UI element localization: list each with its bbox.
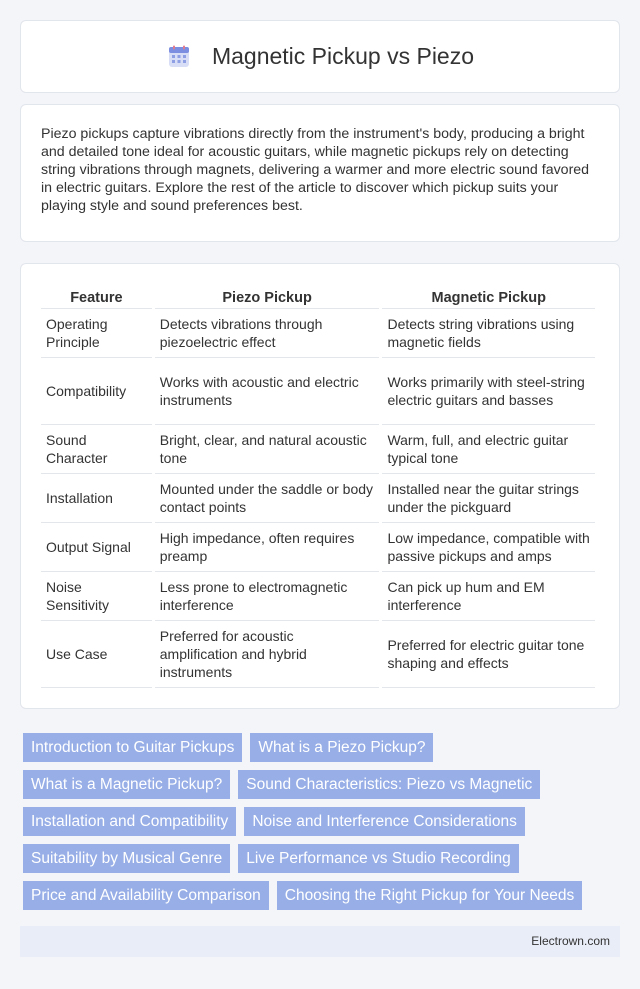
- link-price[interactable]: Price and Availability Comparison: [23, 881, 269, 910]
- link-row: [23, 844, 623, 873]
- table-cell: Detects string vibrations using magnetic fields: [382, 309, 595, 358]
- table-header-row: [41, 285, 595, 309]
- header-card: [20, 20, 620, 93]
- table-row: [41, 523, 595, 572]
- link-sound-characteristics[interactable]: Sound Characteristics: Piezo vs Magnetic: [238, 770, 540, 799]
- link-live-vs-studio[interactable]: Live Performance vs Studio Recording: [238, 844, 519, 873]
- table-cell: Use Case: [41, 621, 152, 688]
- table-cell: Sound Character: [41, 425, 152, 474]
- link-row: [23, 881, 623, 910]
- table-cell: Detects vibrations through piezoelectric effect: [155, 309, 380, 358]
- comparison-table: [38, 285, 598, 688]
- table-row: [41, 474, 595, 523]
- table-cell: Installation: [41, 474, 152, 523]
- link-row: [23, 770, 623, 799]
- table-cell: Less prone to electromagnetic interference: [155, 572, 380, 621]
- intro-text: Piezo pickups capture vibrations directly from the instrument's body, producing a bright and detailed tone ideal for acoustic guitars, while magnetic pickups rely on detecting string vibrations through magnets, delivering a warmer and more electric sound favored in electric guitars. Explore the rest of the article to discover which pickup suits your playing style and sound preferences best.: [41, 126, 590, 214]
- link-what-is-piezo[interactable]: What is a Piezo Pickup?: [250, 733, 433, 762]
- link-what-is-magnetic[interactable]: What is a Magnetic Pickup?: [23, 770, 230, 799]
- table-row: [41, 621, 595, 688]
- table-cell: High impedance, often requires preamp: [155, 523, 380, 572]
- table-cell: Mounted under the saddle or body contact points: [155, 474, 380, 523]
- table-cell: Low impedance, compatible with passive pickups and amps: [382, 523, 595, 572]
- footer-brand[interactable]: Electrown.com: [531, 934, 610, 948]
- header-piezo: Piezo Pickup: [155, 285, 380, 309]
- link-installation[interactable]: Installation and Compatibility: [23, 807, 236, 836]
- table-row: [41, 358, 595, 425]
- link-choosing[interactable]: Choosing the Right Pickup for Your Needs: [277, 881, 583, 910]
- table-cell: Operating Principle: [41, 309, 152, 358]
- comparison-card: [20, 263, 620, 709]
- table-cell: Warm, full, and electric guitar typical tone: [382, 425, 595, 474]
- table-cell: Noise Sensitivity: [41, 572, 152, 621]
- table-cell: Works primarily with steel-string electric guitars and basses: [382, 358, 595, 425]
- table-cell: Compatibility: [41, 358, 152, 425]
- link-row: [23, 733, 623, 762]
- intro-card: [20, 104, 620, 242]
- table-cell: Output Signal: [41, 523, 152, 572]
- link-row: [23, 807, 623, 836]
- topic-links: [23, 733, 623, 918]
- table-cell: Works with acoustic and electric instruments: [155, 358, 380, 425]
- table-cell: Installed near the guitar strings under the pickguard: [382, 474, 595, 523]
- table-cell: Preferred for electric guitar tone shaping and effects: [382, 621, 595, 688]
- table-cell: Bright, clear, and natural acoustic tone: [155, 425, 380, 474]
- table-cell: Can pick up hum and EM interference: [382, 572, 595, 621]
- link-noise[interactable]: Noise and Interference Considerations: [244, 807, 525, 836]
- calendar-icon: [166, 44, 192, 70]
- table-row: [41, 572, 595, 621]
- page-title: Magnetic Pickup vs Piezo: [211, 43, 475, 69]
- table-cell: Preferred for acoustic amplification and hybrid instruments: [155, 621, 380, 688]
- link-introduction[interactable]: Introduction to Guitar Pickups: [23, 733, 242, 762]
- table-row: [41, 309, 595, 358]
- footer: [20, 926, 620, 957]
- table-row: [41, 425, 595, 474]
- header-magnetic: Magnetic Pickup: [382, 285, 595, 309]
- link-genre[interactable]: Suitability by Musical Genre: [23, 844, 230, 873]
- header-feature: Feature: [41, 285, 152, 309]
